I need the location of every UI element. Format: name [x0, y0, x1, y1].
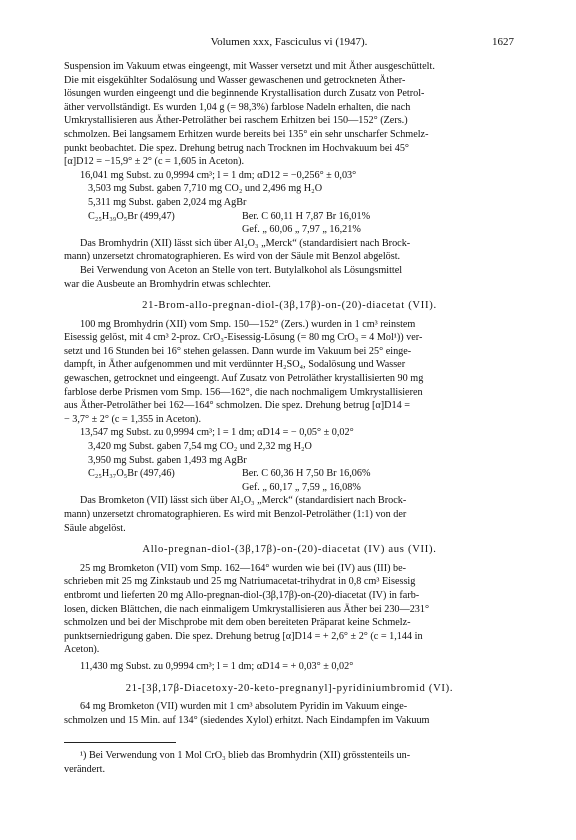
text-line: mann) unzersetzt chromatographieren. Es wird von der Säule mit Benzol abgelöst. [64, 251, 401, 263]
text-line: Bei Verwendung von Aceton an Stelle von tert. Butylalkohol als Lösungsmittel [80, 264, 403, 276]
text-line: äther vervollständigt. Es wurden 1,04 g (= 98,3%) farblose Nadeln erhalten, die nach [64, 101, 411, 113]
text-line: gewaschen, getrocknet und eingeengt. Auf Zusatz von Petroläther krystallisierten 90 mg [64, 373, 424, 385]
paragraph-chromatography-2 [64, 494, 515, 535]
found-row [88, 223, 515, 237]
text-line: schmolzen. Bei langsamem Erhitzen wurde bereits bei 135° ein sehr unscharfer Schmelz- [64, 128, 429, 140]
section-heading-pyridiniumbromid: 21-[3β,17β-Diacetoxy-20-keto-pregnanyl]-pyridiniumbromid (VI). [125, 682, 454, 694]
footnote-line: verändert. [64, 763, 106, 775]
rotation-measurement: 16,041 mg Subst. zu 0,9994 cm³; l = 1 dm; αD12 = −0,256° ± 0,03° [80, 169, 357, 181]
text-line: lösungen wurden eingeengt und die beginnende Krystallisation durch Zusatz von Petrol- [64, 88, 425, 100]
running-header [64, 36, 514, 50]
section-heading-brom-diacetat: 21-Brom-allo-pregnan-diol-(3β,17β)-on-(20)-diacetat (VII). [142, 300, 437, 312]
measurement-block-3 [64, 660, 515, 674]
journal-volume-title: Volumen xxx, Fasciculus vi (1947). [210, 36, 368, 48]
page-number: 1627 [492, 36, 514, 48]
footnote-rule [64, 742, 176, 743]
found-values: Gef. „ 60,17 „ 7,59 „ 16,08% [242, 481, 361, 493]
measurement-block-1 [64, 169, 515, 237]
text-line: 25 mg Bromketon (VII) vom Smp. 162—164° wurden wie bei (IV) aus (III) be- [80, 562, 407, 574]
text-line: schmolzen und 15 Min. auf 134° (siedendes Xylol) erhitzt. Nach Eindampfen im Vakuum [64, 714, 430, 726]
analysis-line: 5,311 mg Subst. gaben 2,024 mg AgBr [88, 196, 247, 208]
text-line: Suspension im Vakuum etwas eingeengt, mit Wasser versetzt und mit Äther ausgeschüttelt. [64, 61, 435, 72]
footnote [64, 742, 515, 776]
paragraph-bromketon-preparation [64, 318, 515, 427]
text-line: setzt und 16 Stunden bei 16° stehen gelassen. Dann wurde im Vakuum bei 25° einge- [64, 345, 412, 357]
text-line: Säule abgelöst. [64, 522, 126, 534]
text-line: punkt beobachtet. Die spez. Drehung betrug nach Trocknen im Hochvakuum bei 45° [64, 142, 409, 154]
main-content [64, 60, 515, 727]
text-line: punktserniedrigung gaben. Die spez. Drehung betrug [α]D14 = + 2,6° ± 2° (c = 1,144 in [64, 630, 423, 642]
analysis-line: 3,950 mg Subst. gaben 1,493 mg AgBr [88, 454, 247, 466]
text-line: 64 mg Bromketon (VII) wurden mit 1 cm³ absolutem Pyridin im Vakuum einge- [80, 701, 408, 713]
text-line: Die mit eisgekühlter Sodalösung und Wasser gewaschenen und getrockneten Äther- [64, 74, 406, 86]
text-line: farblose derbe Prismen vom Smp. 156—162°, die nach nochmaligem Umkrystallisieren [64, 386, 423, 398]
measurement-block-2 [64, 426, 515, 494]
text-line: 100 mg Bromhydrin (XII) vom Smp. 150—152° (Zers.) wurden in 1 cm³ reinstem [80, 318, 416, 330]
footnote-line: ¹) Bei Verwendung von 1 Mol CrO₃ blieb das Bromhydrin (XII) grösstenteils un- [80, 750, 411, 761]
text-line: Aceton). [64, 644, 100, 656]
formula-row [88, 210, 515, 224]
text-line: Umkrystallisieren aus Äther-Petroläther bei raschem Erhitzen bei 150—152° (Zers.) [64, 115, 408, 127]
paragraph-aceton-note [64, 264, 515, 291]
molecular-formula: C₂₅H₃₉O₅Br (499,47) [88, 210, 175, 222]
text-line: mann) unzersetzt chromatographieren. Es wird mit Benzol-Petroläther (1:1) von der [64, 509, 407, 520]
rotation-measurement: 11,430 mg Subst. zu 0,9994 cm³; l = 1 dm; αD14 = + 0,03° ± 0,02° [80, 660, 354, 672]
paragraph-chromatography-1 [64, 237, 515, 264]
text-line: schrieben mit 25 mg Zinkstaub und 25 mg Natriumacetat-trihydrat in 0,8 cm³ Eisessig [64, 576, 416, 588]
rotation-measurement: 13,547 mg Subst. zu 0,9994 cm³; l = 1 dm; αD14 = − 0,05° ± 0,02° [80, 427, 354, 439]
text-line: dampft, in Äther aufgenommen und mit verdünnter H₂SO₄, Sodalösung und Wasser [64, 359, 406, 371]
calculated-values: Ber. C 60,11 H 7,87 Br 16,01% [242, 210, 371, 222]
found-row [88, 481, 515, 495]
formula-row [88, 467, 515, 481]
text-line: − 3,7° ± 2° (c = 1,355 in Aceton). [64, 413, 201, 425]
analysis-line: 3,503 mg Subst. gaben 7,710 mg CO₂ und 2,496 mg H₂O [88, 183, 323, 195]
text-line: schmolzen und bei der Mischprobe mit dem oben bereiteten Präparat keine Schmelz- [64, 617, 411, 629]
text-line: entbromt und lieferten 20 mg Allo-pregnan-diol-(3β,17β)-on-(20)-diacetat (IV) in farb- [64, 589, 420, 601]
text-line: losen, dicken Blättchen, die nach einmaligem Umkrystallisieren aus Äther bei 230—231° [64, 603, 430, 615]
paragraph-debromination [64, 562, 515, 657]
calculated-values: Ber. C 60,36 H 7,50 Br 16,06% [242, 468, 371, 480]
text-line: Das Bromhydrin (XII) lässt sich über Al₂O₃ „Merck“ (standardisiert nach Brock- [80, 237, 411, 249]
paragraph-pyridinium [64, 700, 515, 727]
molecular-formula: C₂₅H₃₇O₅Br (497,46) [88, 468, 175, 480]
paragraph-bromhydrin-preparation [64, 60, 515, 169]
text-line: aus Äther-Petroläther bei 162—164° schmolzen. Die spez. Drehung betrug [α]D14 = [64, 400, 410, 412]
found-values: Gef. „ 60,06 „ 7,97 „ 16,21% [242, 224, 361, 236]
text-line: Das Bromketon (VII) lässt sich über Al₂O₃ „Merck“ (standardisiert nach Brock- [80, 495, 407, 507]
text-line: war die Ausbeute an Bromhydrin etwas schlechter. [64, 278, 271, 290]
text-line: [α]D12 = −15,9° ± 2° (c = 1,605 in Aceton). [64, 156, 245, 168]
analysis-line: 3,420 mg Subst. gaben 7,54 mg CO₂ und 2,32 mg H₂O [88, 441, 312, 453]
section-heading-diacetat-iv: Allo-pregnan-diol-(3β,17β)-on-(20)-diacetat (IV) aus (VII). [142, 544, 437, 556]
text-line: Eisessig gelöst, mit 4 cm³ 2-proz. CrO₃-Eisessig-Lösung (= 80 mg CrO₃ = 4 Mol¹)) ver- [64, 332, 423, 344]
